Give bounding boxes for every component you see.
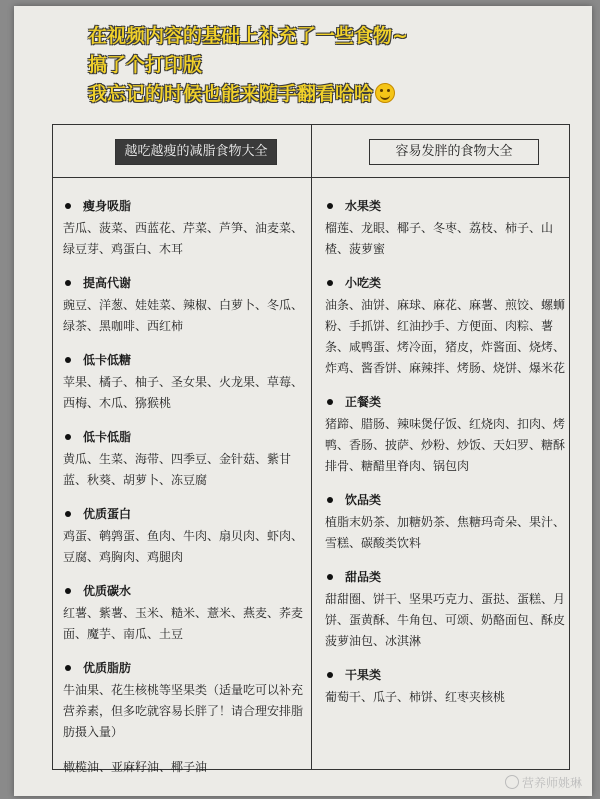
section-title: 瘦身吸脂 <box>83 199 132 213</box>
section-body: 葡萄干、瓜子、柿饼、红枣夹核桃 <box>325 690 506 704</box>
printed-sheet <box>14 6 592 796</box>
section-title: 低卡低脂 <box>83 430 132 444</box>
section-title: 小吃类 <box>345 276 382 290</box>
section-body: 苦瓜、菠菜、西蓝花、芹菜、芦笋、油麦菜、绿豆芽、鸡蛋白、木耳 <box>63 221 304 256</box>
list-item <box>325 568 565 652</box>
bullet-icon <box>65 665 71 671</box>
section-title: 低卡低糖 <box>83 353 132 367</box>
list-item <box>63 351 303 414</box>
watermark <box>505 774 582 791</box>
list-item <box>63 659 303 743</box>
section-body: 鸡蛋、鹌鹑蛋、鱼肉、牛肉、扇贝肉、虾肉、豆腐、鸡胸肉、鸡腿肉 <box>63 529 304 564</box>
left-column-header: 越吃越瘦的减脂食物大全 <box>115 139 277 165</box>
column-divider <box>311 125 312 769</box>
section-body: 甜甜圈、饼干、坚果巧克力、蛋挞、蛋糕、月饼、蛋黄酥、牛角包、可颂、奶酪面包、酥皮菠萝油包、冰淇淋 <box>325 592 566 648</box>
bullet-icon <box>65 511 71 517</box>
extra-oils-note: 橄榄油、亚麻籽油、椰子油 <box>63 760 208 774</box>
section-body: 豌豆、洋葱、娃娃菜、辣椒、白萝卜、冬瓜、绿茶、黑咖啡、西红柿 <box>63 298 304 333</box>
list-item <box>325 197 565 260</box>
header-divider <box>53 177 569 178</box>
bullet-icon <box>65 588 71 594</box>
grinning-face-icon <box>375 83 395 103</box>
right-column-header: 容易发胖的食物大全 <box>369 139 539 165</box>
section-body: 苹果、橘子、柚子、圣女果、火龙果、草莓、西梅、木瓜、猕猴桃 <box>63 375 304 410</box>
section-title: 水果类 <box>345 199 382 213</box>
list-item <box>63 505 303 568</box>
bullet-icon <box>327 574 333 580</box>
list-item <box>325 393 565 477</box>
bullet-icon <box>327 497 333 503</box>
bullet-icon <box>327 280 333 286</box>
section-body: 红薯、紫薯、玉米、糙米、薏米、燕麦、荞麦面、魔芋、南瓜、土豆 <box>63 606 304 641</box>
list-item <box>325 274 565 379</box>
caption-line-1: 在视频内容的基础上补充了一些食物~ <box>88 25 408 47</box>
section-title: 甜品类 <box>345 570 382 584</box>
bullet-icon <box>327 672 333 678</box>
list-item <box>63 428 303 491</box>
bullet-icon <box>65 203 71 209</box>
bullet-icon <box>327 203 333 209</box>
list-item <box>325 491 565 554</box>
section-body: 牛油果、花生核桃等坚果类（适量吃可以补充营养素，但多吃就容易长胖了！请合理安排脂肪摄入量） <box>63 683 304 739</box>
section-body: 黄瓜、生菜、海带、四季豆、金针菇、紫甘蓝、秋葵、胡萝卜、冻豆腐 <box>63 452 292 487</box>
section-body: 猪蹄、腊肠、辣味煲仔饭、红烧肉、扣肉、烤鸭、香肠、披萨、炒粉、炒饭、天妇罗、糖酥排骨、糖醋里脊肉、锅包肉 <box>325 417 566 473</box>
section-title: 优质脂肪 <box>83 661 132 675</box>
bullet-icon <box>327 399 333 405</box>
fattening-foods-column <box>325 187 565 722</box>
section-body: 植脂末奶茶、加糖奶茶、焦糖玛奇朵、果汁、雪糕、碳酸类饮料 <box>325 515 566 550</box>
fat-loss-foods-column <box>63 187 303 778</box>
food-table <box>52 124 570 774</box>
list-item <box>63 582 303 645</box>
section-title: 优质蛋白 <box>83 507 132 521</box>
list-item <box>63 197 303 260</box>
caption-line-3: 我忘记的时候也能来随手翻看哈哈 <box>88 83 374 105</box>
bullet-icon <box>65 434 71 440</box>
bullet-icon <box>65 357 71 363</box>
section-title: 干果类 <box>345 668 382 682</box>
watermark-logo-icon <box>505 775 519 789</box>
watermark-text: 营养师姚琳 <box>521 776 582 790</box>
overlay-caption <box>88 22 588 109</box>
bullet-icon <box>65 280 71 286</box>
section-title: 优质碳水 <box>83 584 132 598</box>
section-body: 油条、油饼、麻球、麻花、麻薯、煎饺、螺蛳粉、手抓饼、红油抄手、方便面、肉粽、薯条、咸鸭蛋、烤冷面，猪皮，炸酱面、烧烤、炸鸡、酱香饼、麻辣拌、烤肠、烧饼、爆米花 <box>325 298 566 375</box>
list-item <box>63 274 303 337</box>
list-item <box>325 666 565 708</box>
section-title: 提高代谢 <box>83 276 132 290</box>
section-body: 榴莲、龙眼、椰子、冬枣、荔枝、柿子、山楂、菠萝蜜 <box>325 221 554 256</box>
section-title: 饮品类 <box>345 493 382 507</box>
section-title: 正餐类 <box>345 395 382 409</box>
caption-line-2: 搞了个打印版 <box>88 54 203 76</box>
